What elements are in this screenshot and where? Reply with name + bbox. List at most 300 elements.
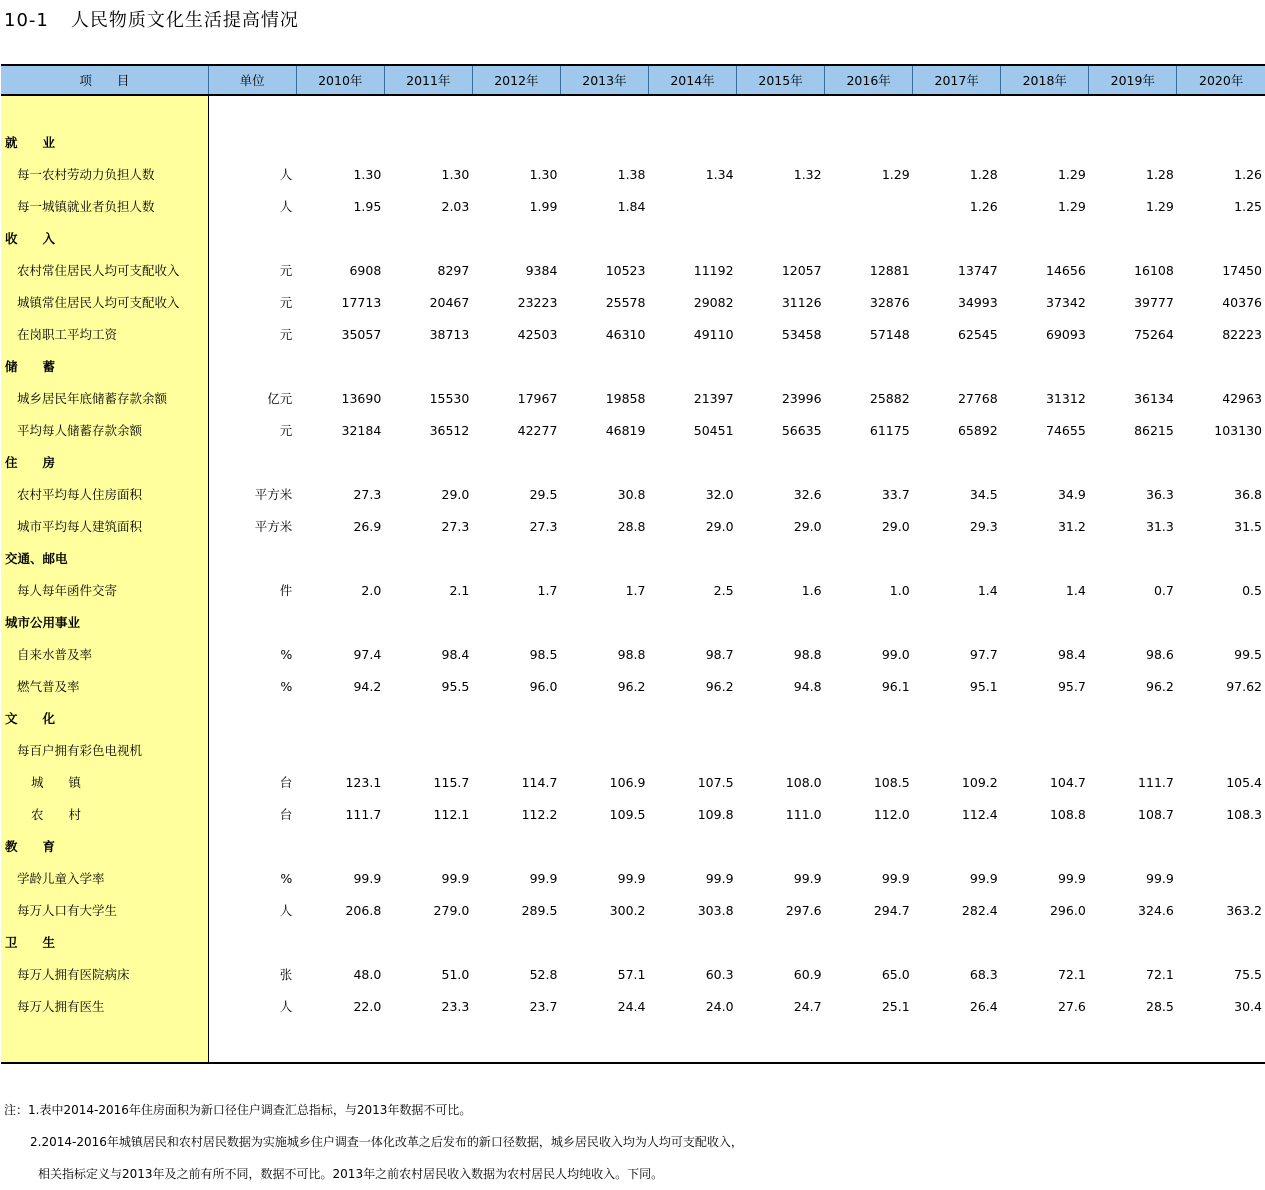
cell-value: 36.8 xyxy=(1234,486,1262,502)
row-unit: 人 xyxy=(279,167,293,182)
cell-value: 16108 xyxy=(1134,262,1174,278)
cell-value: 363.2 xyxy=(1226,902,1262,918)
cell-value xyxy=(1177,350,1265,382)
cell-value: 49110 xyxy=(693,326,734,342)
row-label: 平均每人储蓄存款余额 xyxy=(1,414,208,446)
cell-value: 29.0 xyxy=(881,518,910,534)
cell-value: 1.28 xyxy=(969,166,998,182)
cell-value xyxy=(296,222,384,254)
cell-value xyxy=(1089,350,1177,382)
row-label: 每一城镇就业者负担人数 xyxy=(1,190,208,222)
cell-value: 98.4 xyxy=(441,646,470,662)
cell-value: 115.7 xyxy=(433,774,470,790)
cell-value xyxy=(296,606,384,638)
row-unit: 台 xyxy=(279,775,293,790)
cell-value: 99.9 xyxy=(881,870,910,886)
cell-value xyxy=(1001,926,1089,958)
cell-value: 108.5 xyxy=(873,774,910,790)
cell-value: 75264 xyxy=(1134,326,1174,342)
cell-value xyxy=(1089,734,1177,766)
cell-value xyxy=(1089,606,1177,638)
row-unit xyxy=(208,222,296,254)
cell-value xyxy=(1177,926,1265,958)
cell-value: 1.26 xyxy=(969,198,998,214)
cell-value: 1.29 xyxy=(1057,166,1086,182)
cell-value: 48.0 xyxy=(353,966,382,982)
cell-value xyxy=(472,606,560,638)
row-unit: 元 xyxy=(279,423,293,438)
cell-value xyxy=(1177,222,1265,254)
cell-value: 296.0 xyxy=(1049,902,1086,918)
cell-value: 42503 xyxy=(517,326,558,342)
row-label: 城市平均每人建筑面积 xyxy=(1,510,208,542)
cell-value xyxy=(648,126,736,158)
header-year: 2013年 xyxy=(560,65,648,95)
cell-value: 99.9 xyxy=(1057,870,1086,886)
cell-value: 94.2 xyxy=(353,678,382,694)
cell-value xyxy=(1177,606,1265,638)
section-label: 教 育 xyxy=(1,830,208,862)
cell-value xyxy=(825,446,913,478)
cell-value: 95.7 xyxy=(1057,678,1086,694)
note-3: 相关指标定义与2013年及之前有所不同，数据不可比。2013年之前农村居民收入数据为农村居民人均纯收入。下同。 xyxy=(38,1167,664,1181)
cell-value: 37342 xyxy=(1046,294,1086,310)
note-1: 注：1.表中2014-2016年住房面积为新口径住户调查汇总指标，与2013年数据不可比。 xyxy=(4,1103,472,1117)
cell-value xyxy=(825,830,913,862)
cell-value xyxy=(472,446,560,478)
cell-value xyxy=(384,446,472,478)
cell-value: 1.28 xyxy=(1146,166,1174,182)
cell-value: 9384 xyxy=(525,262,558,278)
cell-value xyxy=(1001,830,1089,862)
cell-value: 1.25 xyxy=(1234,198,1262,214)
cell-value: 99.9 xyxy=(1146,870,1174,886)
row-unit: 张 xyxy=(279,967,293,982)
cell-value xyxy=(825,190,913,222)
cell-value: 112.1 xyxy=(433,806,470,822)
cell-value xyxy=(737,446,825,478)
cell-value xyxy=(472,702,560,734)
cell-value: 27.3 xyxy=(353,486,382,502)
cell-value xyxy=(825,926,913,958)
cell-value: 1.26 xyxy=(1234,166,1262,182)
cell-value: 108.0 xyxy=(785,774,822,790)
row-unit: 件 xyxy=(279,583,293,598)
cell-value xyxy=(560,446,648,478)
cell-value xyxy=(737,606,825,638)
cell-value: 99.9 xyxy=(441,870,470,886)
cell-value xyxy=(825,542,913,574)
row-unit: 亿元 xyxy=(267,391,293,406)
cell-value xyxy=(1089,830,1177,862)
cell-value: 25578 xyxy=(605,294,646,310)
cell-value: 25882 xyxy=(869,390,910,406)
cell-value xyxy=(1177,734,1265,766)
section-row xyxy=(1,926,1265,958)
row-unit xyxy=(208,606,296,638)
cell-value xyxy=(913,734,1001,766)
cell-value xyxy=(472,350,560,382)
cell-value xyxy=(1089,702,1177,734)
cell-value: 95.1 xyxy=(969,678,998,694)
header-year: 2015年 xyxy=(737,65,825,95)
table-row xyxy=(1,862,1265,894)
cell-value: 2.1 xyxy=(449,582,470,598)
cell-value: 103130 xyxy=(1214,422,1262,438)
section-row xyxy=(1,606,1265,638)
cell-value: 15530 xyxy=(429,390,470,406)
cell-value: 32184 xyxy=(341,422,382,438)
cell-value: 29082 xyxy=(693,294,734,310)
row-label: 燃气普及率 xyxy=(1,670,208,702)
cell-value: 24.7 xyxy=(793,998,822,1014)
section-label: 收 入 xyxy=(1,222,208,254)
cell-value: 0.5 xyxy=(1242,582,1262,598)
cell-value: 94.8 xyxy=(793,678,822,694)
cell-value xyxy=(384,126,472,158)
cell-value: 29.5 xyxy=(529,486,558,502)
cell-value: 114.7 xyxy=(521,774,558,790)
table-row xyxy=(1,318,1265,350)
cell-value: 56635 xyxy=(781,422,822,438)
cell-value xyxy=(737,734,825,766)
table-row xyxy=(1,510,1265,542)
table-row xyxy=(1,382,1265,414)
cell-value xyxy=(384,926,472,958)
cell-value xyxy=(384,222,472,254)
cell-value xyxy=(737,702,825,734)
cell-value: 99.9 xyxy=(529,870,558,886)
cell-value xyxy=(737,830,825,862)
cell-value xyxy=(1089,542,1177,574)
cell-value xyxy=(1001,702,1089,734)
section-label: 交通、邮电 xyxy=(1,542,208,574)
header-row xyxy=(1,65,1265,95)
cell-value: 104.7 xyxy=(1049,774,1086,790)
cell-value: 21397 xyxy=(693,390,734,406)
row-label: 在岗职工平均工资 xyxy=(1,318,208,350)
cell-value: 22.0 xyxy=(353,998,382,1014)
cell-value: 46819 xyxy=(605,422,646,438)
cell-value: 97.4 xyxy=(353,646,382,662)
table-row xyxy=(1,478,1265,510)
section-label: 文 化 xyxy=(1,702,208,734)
cell-value: 96.2 xyxy=(617,678,646,694)
header-year: 2010年 xyxy=(296,65,384,95)
row-label: 城镇常住居民人均可支配收入 xyxy=(1,286,208,318)
cell-value: 10523 xyxy=(605,262,646,278)
table-row xyxy=(1,574,1265,606)
table-row xyxy=(1,894,1265,926)
cell-value: 1.0 xyxy=(889,582,910,598)
cell-value: 39777 xyxy=(1134,294,1174,310)
cell-value: 40376 xyxy=(1222,294,1262,310)
cell-value xyxy=(384,350,472,382)
cell-value xyxy=(913,222,1001,254)
cell-value: 35057 xyxy=(341,326,382,342)
table-title: 人民物质文化生活提高情况 xyxy=(70,10,299,31)
row-label: 每人每年函件交寄 xyxy=(1,574,208,606)
cell-value: 42963 xyxy=(1222,390,1262,406)
cell-value xyxy=(1001,542,1089,574)
header-year: 2012年 xyxy=(472,65,560,95)
cell-value: 109.8 xyxy=(697,806,734,822)
cell-value: 29.0 xyxy=(705,518,734,534)
cell-value: 26.9 xyxy=(353,518,382,534)
table-row xyxy=(1,638,1265,670)
cell-value: 1.95 xyxy=(353,198,382,214)
cell-value xyxy=(384,830,472,862)
table-row xyxy=(1,670,1265,702)
section-row xyxy=(1,350,1265,382)
row-unit xyxy=(208,446,296,478)
cell-value xyxy=(560,542,648,574)
cell-value: 112.2 xyxy=(521,806,558,822)
header-year: 2018年 xyxy=(1001,65,1089,95)
cell-value xyxy=(1089,926,1177,958)
cell-value: 31312 xyxy=(1046,390,1086,406)
cell-value: 8297 xyxy=(437,262,470,278)
cell-value xyxy=(296,542,384,574)
cell-value: 33.7 xyxy=(881,486,910,502)
header-item: 项 目 xyxy=(1,65,208,95)
header-unit: 单位 xyxy=(208,65,296,95)
statistics-table xyxy=(1,64,1265,1064)
cell-value xyxy=(648,830,736,862)
cell-value: 96.1 xyxy=(881,678,910,694)
cell-value: 108.7 xyxy=(1138,806,1174,822)
cell-value: 99.9 xyxy=(969,870,998,886)
cell-value xyxy=(472,926,560,958)
cell-value xyxy=(648,190,736,222)
cell-value: 1.34 xyxy=(705,166,734,182)
row-unit xyxy=(208,126,296,158)
cell-value xyxy=(825,222,913,254)
cell-value xyxy=(737,190,825,222)
cell-value xyxy=(648,542,736,574)
row-unit: 人 xyxy=(279,199,293,214)
cell-value: 109.5 xyxy=(609,806,646,822)
page-title xyxy=(4,6,299,32)
cell-value xyxy=(913,606,1001,638)
cell-value: 34993 xyxy=(957,294,998,310)
cell-value: 31.3 xyxy=(1146,518,1174,534)
cell-value: 29.0 xyxy=(441,486,470,502)
cell-value: 31126 xyxy=(781,294,822,310)
cell-value: 1.6 xyxy=(801,582,822,598)
cell-value: 107.5 xyxy=(697,774,734,790)
cell-value: 46310 xyxy=(605,326,646,342)
cell-value: 19858 xyxy=(605,390,646,406)
row-unit: 平方米 xyxy=(254,519,293,534)
cell-value: 1.99 xyxy=(529,198,558,214)
cell-value xyxy=(560,926,648,958)
cell-value: 27.6 xyxy=(1057,998,1086,1014)
section-row xyxy=(1,222,1265,254)
cell-value: 111.0 xyxy=(785,806,822,822)
cell-value: 74655 xyxy=(1046,422,1086,438)
row-unit: 人 xyxy=(279,903,293,918)
row-label: 每一农村劳动力负担人数 xyxy=(1,158,208,190)
row-unit: 平方米 xyxy=(254,487,293,502)
cell-value xyxy=(737,926,825,958)
table-row xyxy=(1,254,1265,286)
cell-value xyxy=(384,542,472,574)
table-row xyxy=(1,734,1265,766)
cell-value: 34.9 xyxy=(1057,486,1086,502)
cell-value xyxy=(560,606,648,638)
cell-value: 98.8 xyxy=(793,646,822,662)
cell-value: 75.5 xyxy=(1234,966,1262,982)
section-row xyxy=(1,830,1265,862)
cell-value: 42277 xyxy=(517,422,558,438)
cell-value xyxy=(560,126,648,158)
row-unit: % xyxy=(280,678,293,694)
cell-value xyxy=(1001,734,1089,766)
cell-value: 206.8 xyxy=(345,902,382,918)
cell-value: 99.5 xyxy=(1234,646,1262,662)
cell-value: 82223 xyxy=(1222,326,1262,342)
cell-value xyxy=(1089,126,1177,158)
cell-value: 23.7 xyxy=(529,998,558,1014)
section-row xyxy=(1,542,1265,574)
cell-value xyxy=(1177,862,1265,894)
row-unit xyxy=(208,350,296,382)
row-label: 每万人拥有医院病床 xyxy=(1,958,208,990)
cell-value: 2.5 xyxy=(713,582,734,598)
cell-value xyxy=(825,734,913,766)
table-row xyxy=(1,190,1265,222)
cell-value: 51.0 xyxy=(441,966,470,982)
cell-value: 300.2 xyxy=(609,902,646,918)
row-unit: 元 xyxy=(279,327,293,342)
spacer-row xyxy=(1,95,1265,126)
cell-value xyxy=(1001,446,1089,478)
cell-value: 36134 xyxy=(1134,390,1174,406)
cell-value xyxy=(1001,606,1089,638)
cell-value xyxy=(648,222,736,254)
header-year: 2019年 xyxy=(1089,65,1177,95)
cell-value: 279.0 xyxy=(433,902,470,918)
row-label: 农 村 xyxy=(1,798,208,830)
cell-value xyxy=(1001,350,1089,382)
cell-value: 23996 xyxy=(781,390,822,406)
cell-value: 14656 xyxy=(1046,262,1086,278)
cell-value: 65.0 xyxy=(881,966,910,982)
cell-value: 68.3 xyxy=(969,966,998,982)
row-unit xyxy=(208,542,296,574)
cell-value xyxy=(648,446,736,478)
cell-value: 31.2 xyxy=(1057,518,1086,534)
cell-value: 97.7 xyxy=(969,646,998,662)
cell-value: 98.5 xyxy=(529,646,558,662)
cell-value: 294.7 xyxy=(873,902,910,918)
cell-value: 1.4 xyxy=(977,582,998,598)
cell-value: 34.5 xyxy=(969,486,998,502)
cell-value: 1.7 xyxy=(537,582,558,598)
section-row xyxy=(1,446,1265,478)
row-unit: % xyxy=(280,870,293,886)
cell-value: 0.7 xyxy=(1153,582,1174,598)
cell-value: 60.3 xyxy=(705,966,734,982)
cell-value xyxy=(1089,446,1177,478)
cell-value xyxy=(560,830,648,862)
row-unit xyxy=(208,734,296,766)
section-label: 就 业 xyxy=(1,126,208,158)
section-label: 储 蓄 xyxy=(1,350,208,382)
cell-value: 96.2 xyxy=(1146,678,1174,694)
cell-value xyxy=(296,126,384,158)
cell-value: 32.6 xyxy=(793,486,822,502)
cell-value: 1.30 xyxy=(441,166,470,182)
cell-value: 28.8 xyxy=(617,518,646,534)
table-number: 10-1 xyxy=(4,10,49,31)
cell-value: 29.3 xyxy=(969,518,998,534)
row-unit xyxy=(208,702,296,734)
cell-value: 52.8 xyxy=(529,966,558,982)
cell-value: 12057 xyxy=(781,262,822,278)
cell-value: 57.1 xyxy=(617,966,646,982)
cell-value: 112.4 xyxy=(961,806,998,822)
cell-value xyxy=(648,734,736,766)
cell-value: 36512 xyxy=(429,422,470,438)
header-year: 2011年 xyxy=(384,65,472,95)
row-unit: 元 xyxy=(279,295,293,310)
cell-value: 303.8 xyxy=(697,902,734,918)
cell-value: 29.0 xyxy=(793,518,822,534)
cell-value: 65892 xyxy=(957,422,998,438)
cell-value: 99.0 xyxy=(881,646,910,662)
row-label: 自来水普及率 xyxy=(1,638,208,670)
cell-value: 108.8 xyxy=(1049,806,1086,822)
cell-value: 53458 xyxy=(781,326,822,342)
cell-value: 38713 xyxy=(429,326,470,342)
cell-value: 32.0 xyxy=(705,486,734,502)
cell-value xyxy=(825,350,913,382)
row-label: 农村常住居民人均可支配收入 xyxy=(1,254,208,286)
cell-value: 28.5 xyxy=(1146,998,1174,1014)
cell-value: 1.38 xyxy=(617,166,646,182)
cell-value: 297.6 xyxy=(785,902,822,918)
cell-value: 1.30 xyxy=(529,166,558,182)
cell-value: 36.3 xyxy=(1146,486,1174,502)
section-label: 城市公用事业 xyxy=(1,606,208,638)
row-unit xyxy=(208,926,296,958)
cell-value xyxy=(913,926,1001,958)
cell-value: 32876 xyxy=(869,294,910,310)
cell-value xyxy=(913,126,1001,158)
cell-value xyxy=(384,606,472,638)
row-unit: 台 xyxy=(279,807,293,822)
table-row xyxy=(1,286,1265,318)
spacer-row xyxy=(1,1022,1265,1063)
cell-value: 106.9 xyxy=(609,774,646,790)
cell-value: 20467 xyxy=(429,294,470,310)
cell-value: 23.3 xyxy=(441,998,470,1014)
cell-value xyxy=(560,350,648,382)
cell-value: 13747 xyxy=(957,262,998,278)
cell-value xyxy=(1177,702,1265,734)
table-row xyxy=(1,414,1265,446)
section-row xyxy=(1,702,1265,734)
cell-value: 98.4 xyxy=(1057,646,1086,662)
cell-value: 50451 xyxy=(693,422,734,438)
cell-value: 60.9 xyxy=(793,966,822,982)
cell-value xyxy=(296,350,384,382)
cell-value xyxy=(648,702,736,734)
cell-value xyxy=(825,606,913,638)
cell-value: 27.3 xyxy=(529,518,558,534)
